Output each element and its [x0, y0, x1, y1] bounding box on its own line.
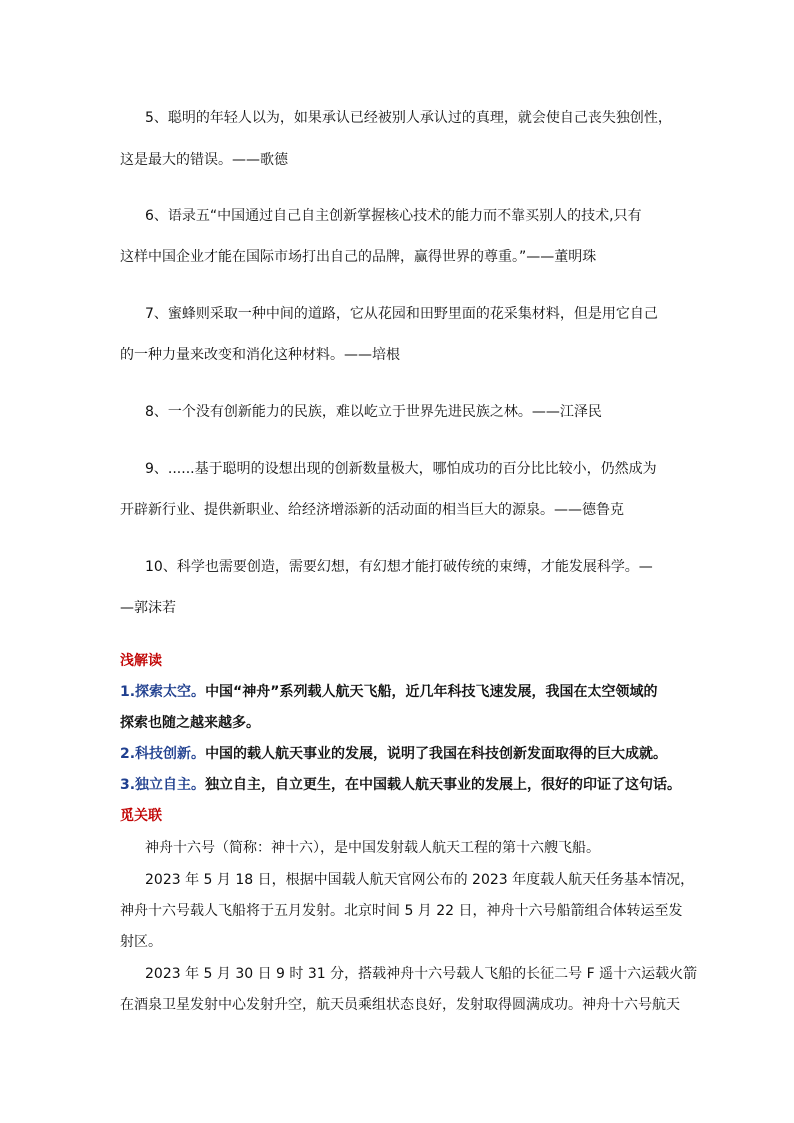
quote-5-line-1: 5、聪明的年轻人以为，如果承认已经被别人承认过的真理，就会使自己丧失独创性， — [145, 110, 672, 126]
related-paragraph-2-line-3: 射区。 — [120, 934, 162, 950]
analysis-item-3 — [120, 775, 690, 795]
related-paragraph-1-line-1: 神舟十六号（简称：神十六），是中国发射载人航天工程的第十六艘飞船。 — [145, 840, 600, 856]
analysis-item-1-lead: 1.探索太空。 — [120, 684, 206, 700]
analysis-item-1-text: 中国“神舟”系列载人航天飞船，近几年科技飞速发展，我国在太空领域的 — [205, 684, 658, 700]
quote-7-line-1: 7、蜜蜂则采取一种中间的道路，它从花园和田野里面的花采集材料，但是用它自己 — [145, 306, 658, 322]
analysis-item-2 — [120, 744, 690, 764]
related-paragraph-3-line-1: 2023 年 5 月 30 日 9 时 31 分，搭载神舟十六号载人飞船的长征二号 F 遥十六运载火箭 — [145, 966, 698, 982]
analysis-item-2-lead: 2.科技创新。 — [120, 746, 206, 762]
related-paragraph-3-line-2: 在酒泉卫星发射中心发射升空，航天员乘组状态良好，发射取得圆满成功。神舟十六号航天 — [120, 997, 680, 1013]
quote-7-line-2: 的一种力量来改变和消化这种材料。——培根 — [120, 347, 400, 363]
quote-10-line-2: —郭沫若 — [120, 600, 176, 616]
analysis-heading: 浅解读 — [120, 653, 162, 669]
quote-9-line-1: 9、......基于聪明的设想出现的创新数量极大，哪怕成功的百分比比较小，仍然成为 — [145, 461, 657, 477]
related-paragraph-2-line-1: 2023 年 5 月 18 日，根据中国载人航天官网公布的 2023 年度载人航天任务基本情况， — [145, 872, 695, 888]
quote-8-line-1: 8、一个没有创新能力的民族，难以屹立于世界先进民族之林。——江泽民 — [145, 404, 602, 420]
quote-5-line-2: 这是最大的错误。——歌德 — [120, 152, 288, 168]
quote-6-line-1: 6、语录五“中国通过自己自主创新掌握核心技术的能力而不靠买别人的技术,只有 — [145, 208, 642, 224]
related-paragraph-2-line-2: 神舟十六号载人飞船将于五月发射。北京时间 5 月 22 日，神舟十六号船箭组合体转运至发 — [120, 903, 683, 919]
related-heading: 觅关联 — [120, 808, 162, 824]
analysis-item-3-lead: 3.独立自主。 — [120, 777, 206, 793]
analysis-item-2-text: 中国的载人航天事业的发展，说明了我国在科技创新发面取得的巨大成就。 — [205, 746, 668, 762]
quote-10-line-1: 10、科学也需要创造，需要幻想，有幻想才能打破传统的束缚，才能发展科学。— — [145, 559, 653, 575]
quote-9-line-2: 开辟新行业、提供新职业、给经济增添新的活动面的相当巨大的源泉。——德鲁克 — [120, 502, 624, 518]
analysis-item-1-continuation: 探索也随之越来越多。 — [120, 715, 260, 731]
analysis-item-3-text: 独立自主，自立更生，在中国载人航天事业的发展上，很好的印证了这句话。 — [205, 777, 682, 793]
quote-6-line-2: 这样中国企业才能在国际市场打出自己的品牌，赢得世界的尊重。”——董明珠 — [120, 249, 597, 265]
analysis-item-1 — [120, 682, 690, 702]
